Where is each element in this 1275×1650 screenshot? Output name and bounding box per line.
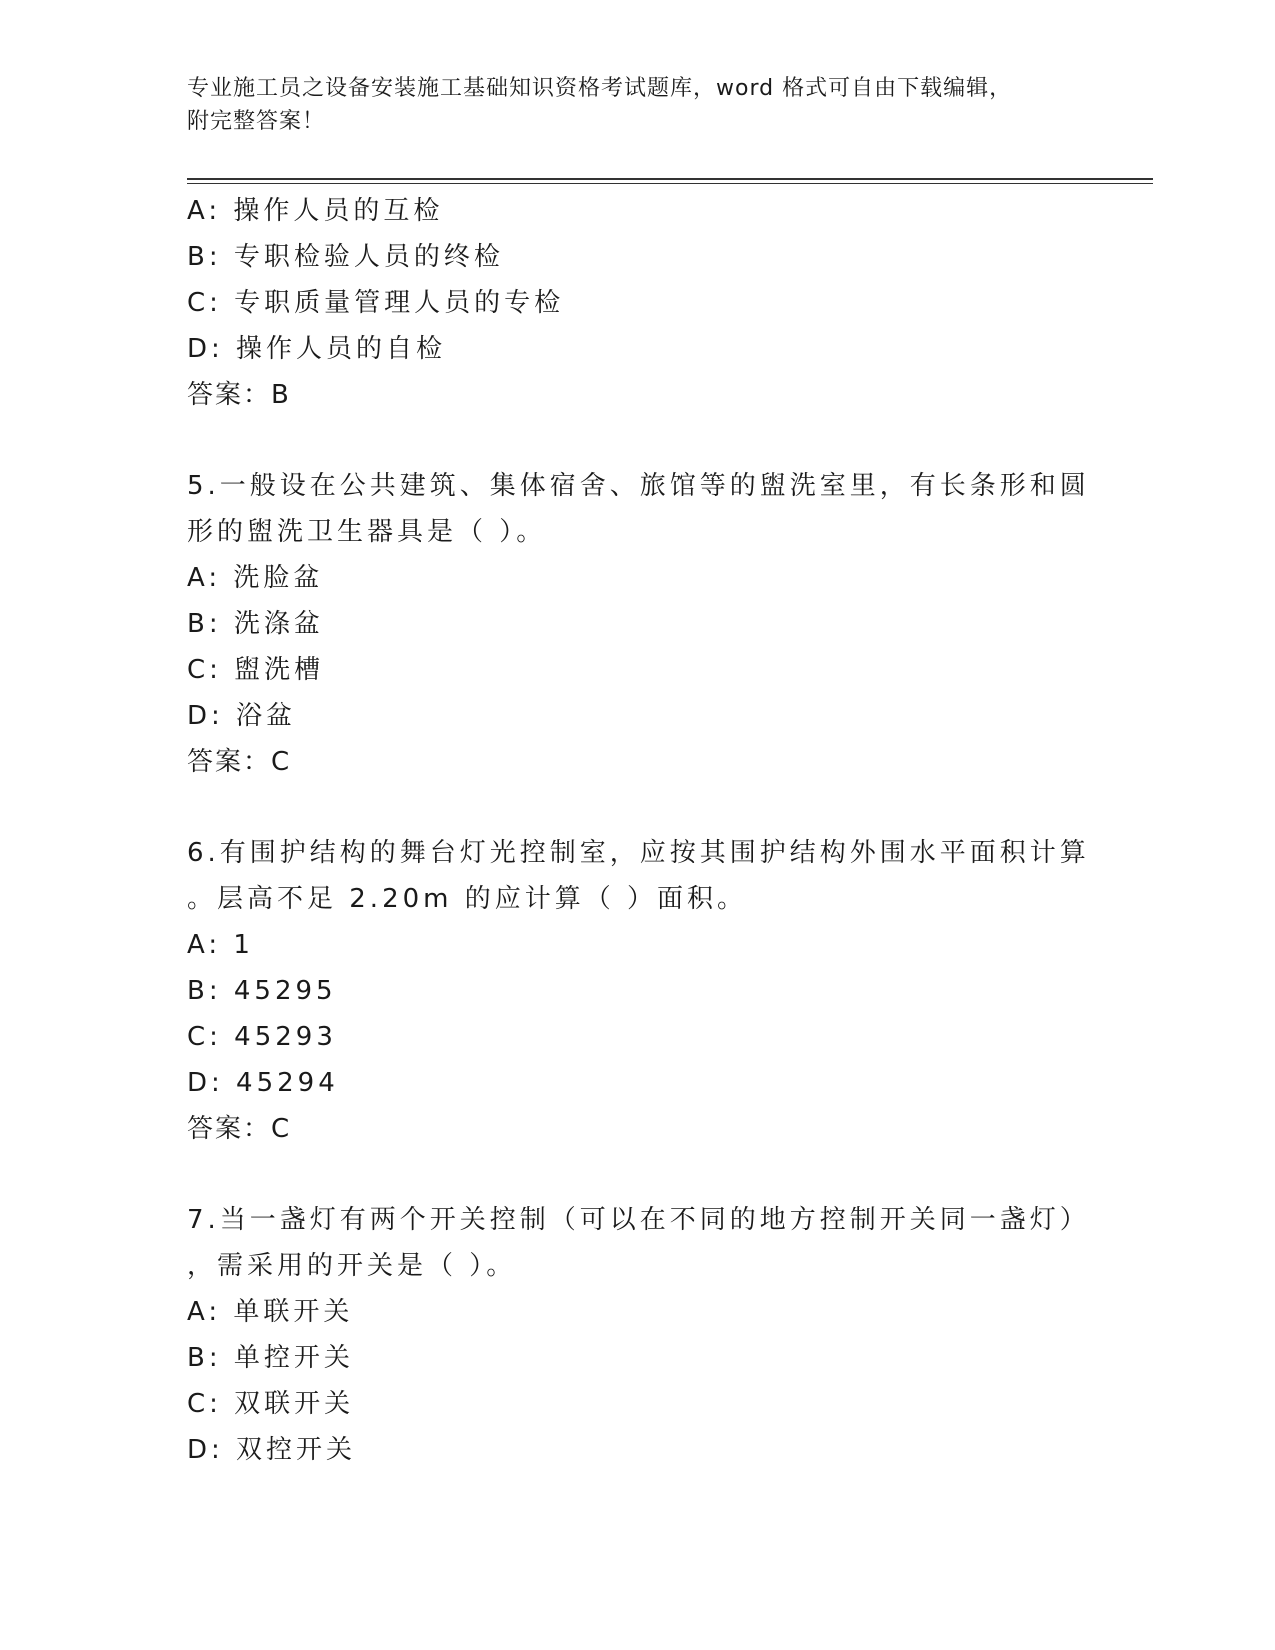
option-b: B: 专职检验人员的终检 [187,242,504,272]
question-7 [187,1197,1090,1473]
question-list [187,188,1090,1473]
option-c: C: 专职质量管理人员的专检 [187,288,565,318]
option-a: A: 操作人员的互检 [187,196,444,226]
stem-line-1: 7.当一盏灯有两个开关控制（可以在不同的地方控制开关同一盏灯） [187,1205,1090,1235]
question-5 [187,463,1090,785]
question-stem [187,1197,1090,1289]
question-stem [187,830,1090,922]
option-c: C: 双联开关 [187,1389,355,1419]
stem-line-2: ，需采用的开关是（ ）。 [187,1251,517,1281]
option-a: A: 1 [187,930,254,960]
spacer [187,1152,1087,1197]
spacer [187,785,1087,830]
spacer [187,418,1087,463]
stem-line-2: 形的盥洗卫生器具是（ ）。 [187,517,547,547]
option-b: B: 单控开关 [187,1343,354,1373]
option-c: C: 45293 [187,1022,337,1052]
stem-line-1: 6.有围护结构的舞台灯光控制室，应按其围护结构外围水平面积计算 [187,838,1090,868]
header-line-1: 专业施工员之设备安装施工基础知识资格考试题库，word 格式可自由下载编辑， [187,76,1013,101]
document-header [187,72,1067,138]
option-a: A: 洗脸盆 [187,563,324,593]
stem-line-2: 。层高不足 2.20m 的应计算（ ）面积。 [187,884,748,914]
question-4 [187,188,1087,418]
question-stem [187,463,1090,555]
question-6 [187,830,1090,1152]
answer: 答案：C [187,1114,292,1144]
option-d: D: 浴盆 [187,701,297,731]
option-b: B: 45295 [187,976,337,1006]
option-a: A: 单联开关 [187,1297,354,1327]
option-c: C: 盥洗槽 [187,655,325,685]
answer: 答案：C [187,747,292,777]
header-divider [187,178,1153,184]
answer: 答案：B [187,380,291,410]
option-d: D: 操作人员的自检 [187,334,447,364]
option-b: B: 洗涤盆 [187,609,324,639]
header-line-2: 附完整答案！ [187,109,326,134]
option-d: D: 双控开关 [187,1435,357,1465]
option-d: D: 45294 [187,1068,339,1098]
stem-line-1: 5.一般设在公共建筑、集体宿舍、旅馆等的盥洗室里，有长条形和圆 [187,471,1090,501]
